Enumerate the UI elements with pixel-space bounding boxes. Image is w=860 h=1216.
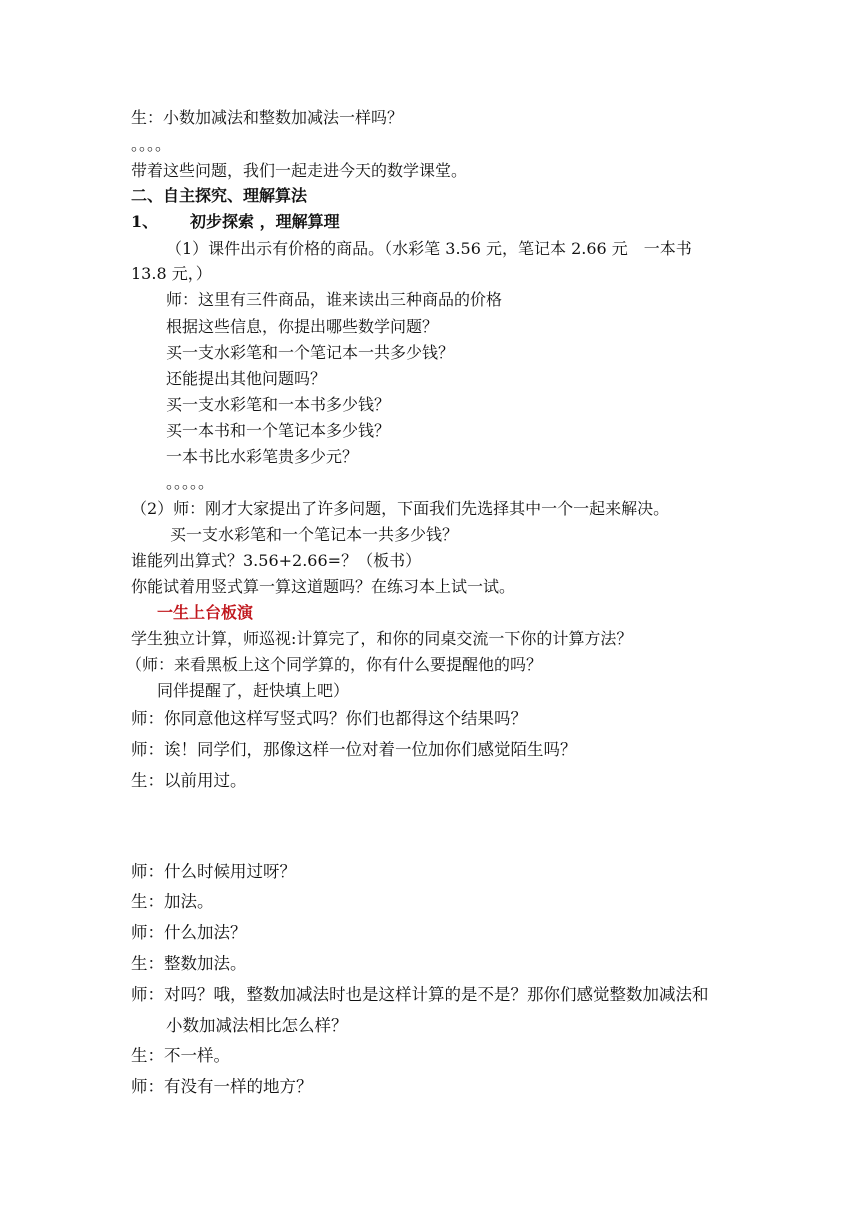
text-line: 还能提出其他问题吗？ [166,369,327,388]
dialogue-line: 师：什么时候用过呀？ [131,862,296,881]
text-line: 根据这些信息，你提出哪些数学问题？ [166,317,439,336]
text-line: 师：这里有三件商品，谁来读出三种商品的价格 [166,290,503,309]
text-line: 买一支水彩笔和一个笔记本一共多少钱？ [166,343,455,362]
text-line: 学生独立计算，师巡视:计算完了，和你的同桌交流一下你的计算方法？ [131,629,633,648]
dialogue-continuation: 小数加减法相比怎么样？ [166,1016,348,1035]
dialogue-line: 生：整数加法。 [131,954,247,973]
ellipsis-line: 。。。。。 [166,473,215,492]
dialogue-line: 师：对吗？哦，整数加减法时也是这样计算的是不是？那你们感觉整数加减法和 [131,985,709,1004]
text-line: 13.8 元，） [131,264,212,283]
text-line: （1）课件出示有价格的商品。（水彩笔 3.56 元，笔记本 2.66 元 一本书 [166,239,692,258]
subsection-number: 1、 [131,212,159,231]
dialogue-line: 师：有没有一样的地方？ [131,1077,313,1096]
dialogue-line: 生：加法。 [131,892,214,911]
highlight-note: 一生上台板演 [157,603,254,622]
subsection-heading: 初步探索 ，理解算理 [190,212,340,231]
text-line: 同伴提醒了，赶快填上吧） [157,681,350,700]
text-line: 谁能列出算式？3.56+2.66=？（板书） [131,551,422,570]
text-line: 生：小数加减法和整数加减法一样吗？ [131,108,404,127]
text-line: 买一支水彩笔和一个笔记本一共多少钱？ [170,525,459,544]
text-line: 买一支水彩笔和一本书多少钱？ [166,395,391,414]
dialogue-line: 师：诶！同学们，那像这样一位对着一位加你们感觉陌生吗？ [131,740,577,759]
dialogue-line: 生：以前用过。 [131,771,247,790]
text-line: 你能试着用竖式算一算这道题吗？在练习本上试一试。 [131,577,516,596]
text-line: （2）师：刚才大家提出了许多问题，下面我们先选择其中一个一起来解决。 [131,499,670,518]
text-line: 带着这些问题，我们一起走进今天的数学课堂。 [131,161,468,180]
dialogue-line: 师：你同意他这样写竖式吗？你们也都得这个结果吗？ [131,709,527,728]
dialogue-line: 师：什么加法？ [131,923,247,942]
section-heading: 二、自主探究、理解算法 [131,186,308,205]
text-line: 一本书比水彩笔贵多少元？ [166,447,359,466]
text-line: 买一本书和一个笔记本多少钱？ [166,421,391,440]
ellipsis-line: 。。。。 [131,135,172,154]
dialogue-line: 生：不一样。 [131,1046,230,1065]
text-line: （师：来看黑板上这个同学算的，你有什么要提醒他的吗？ [126,655,543,674]
